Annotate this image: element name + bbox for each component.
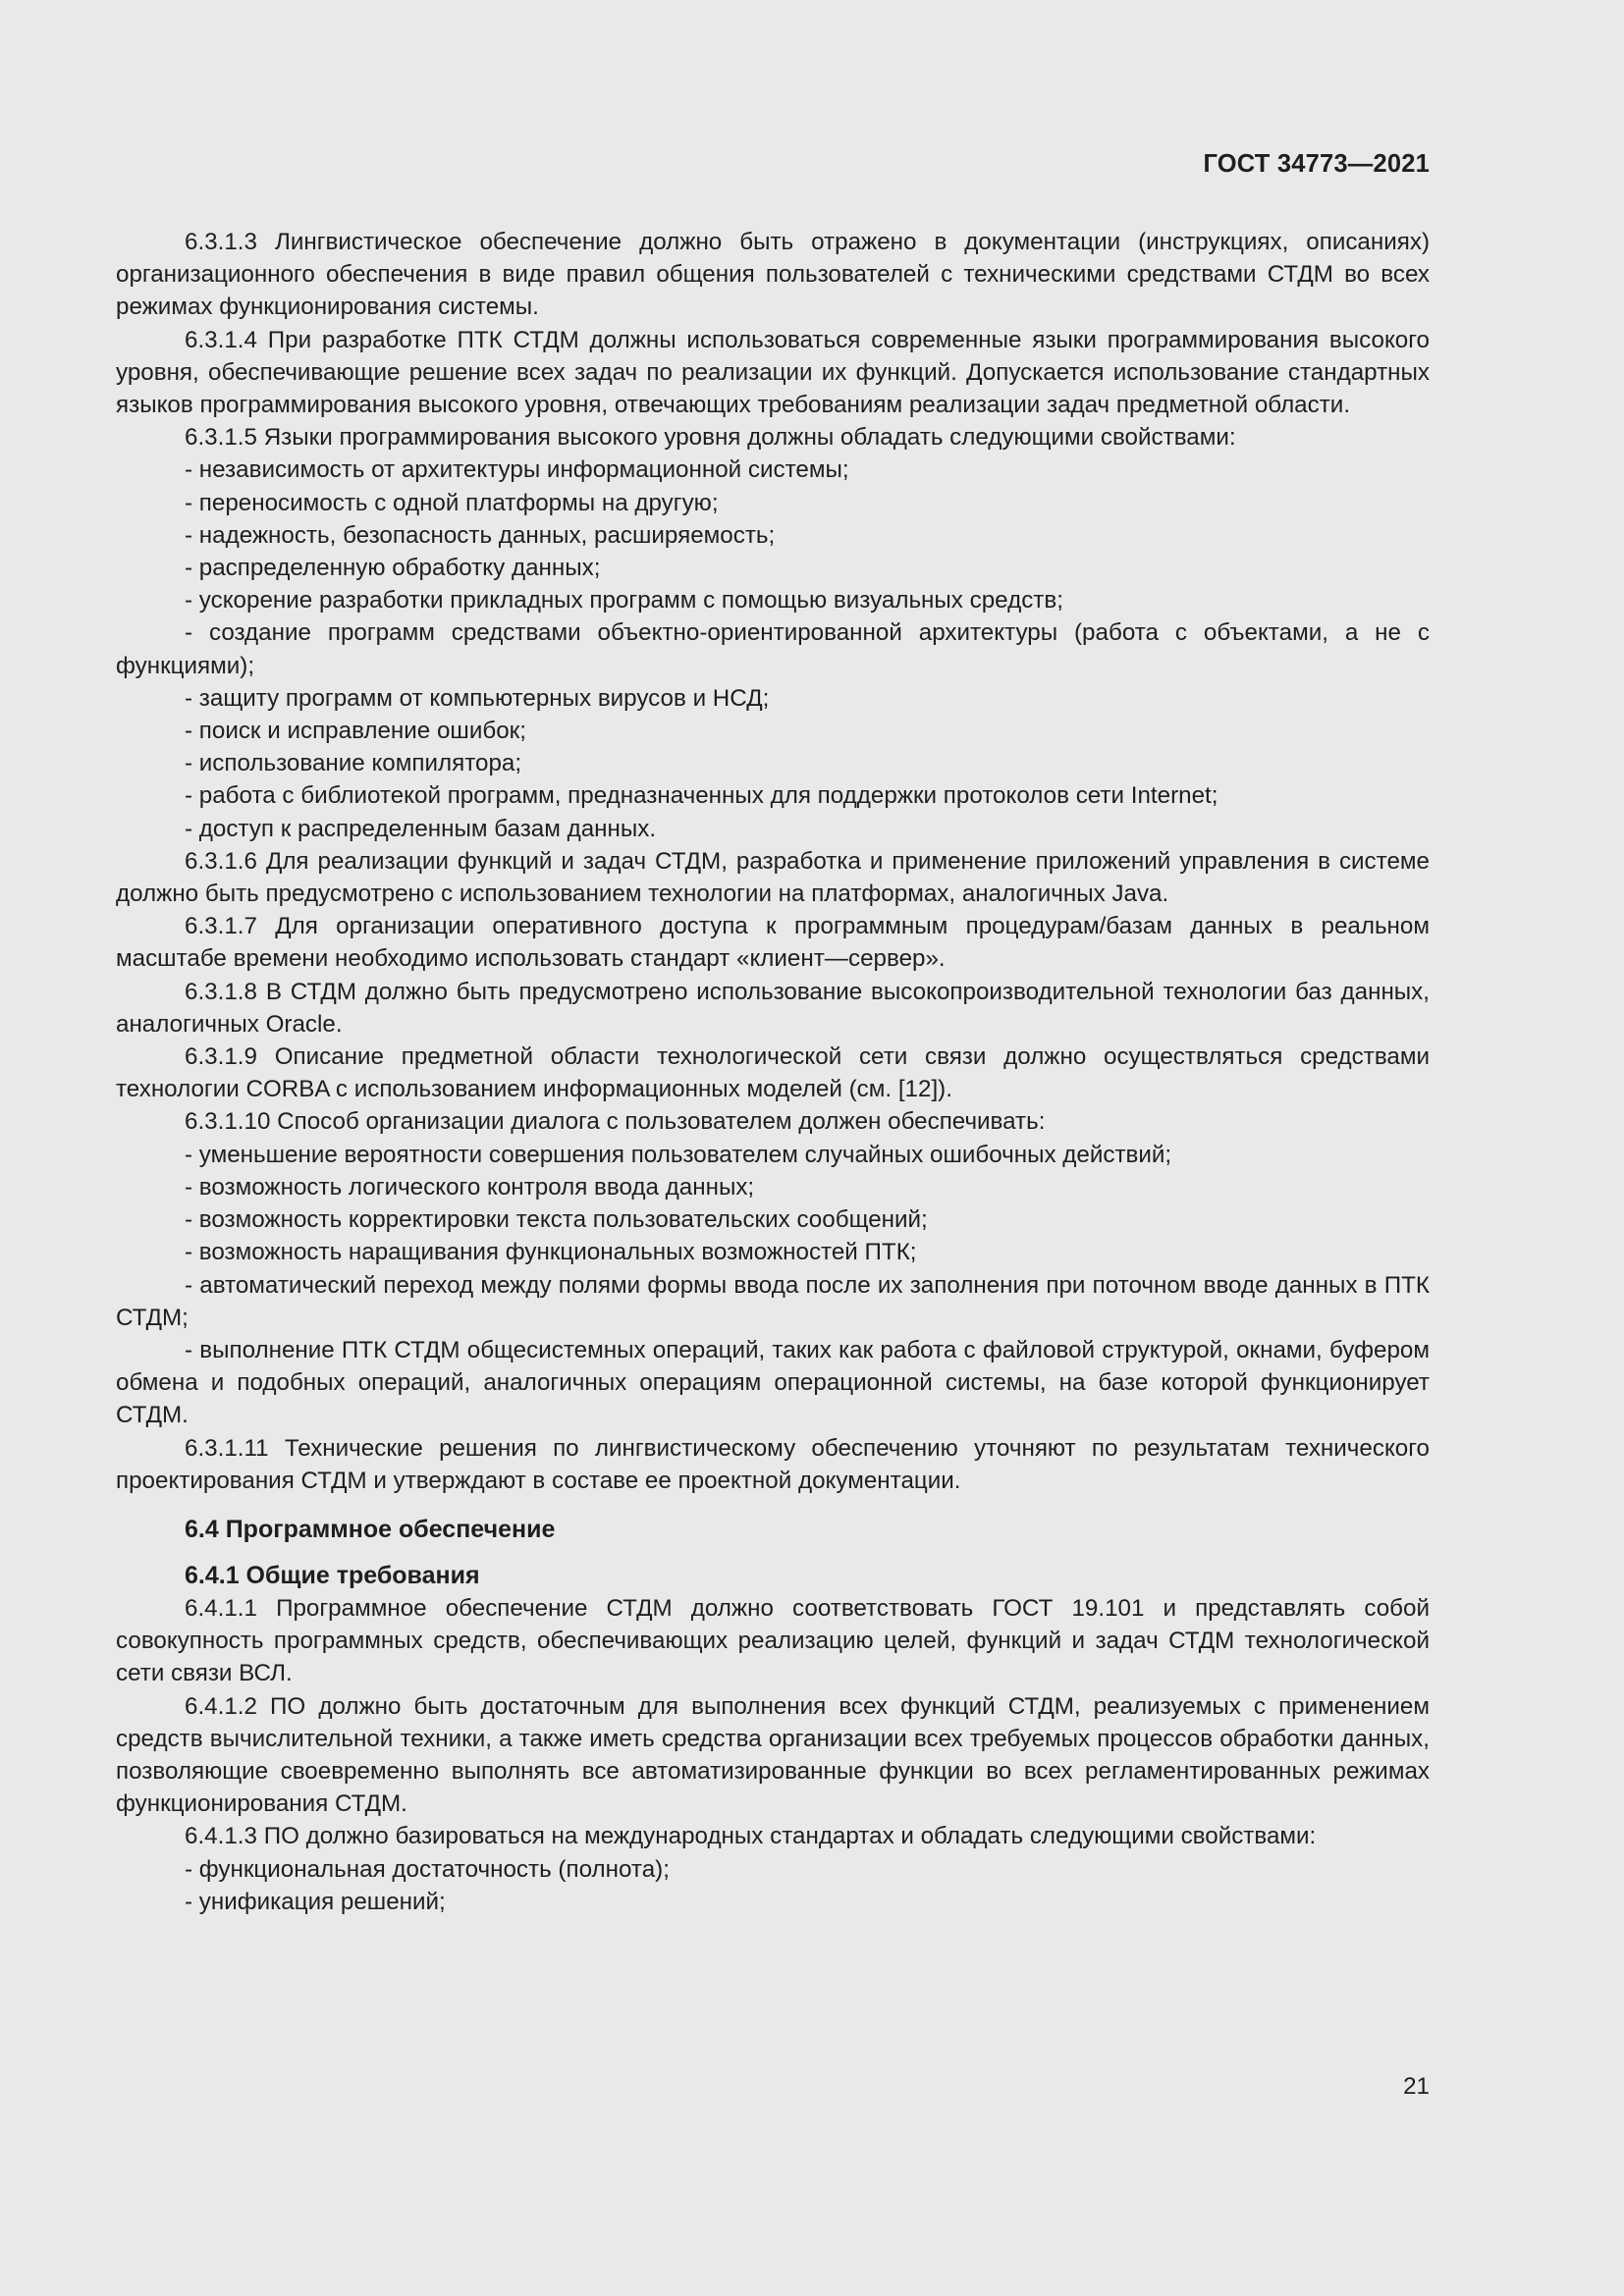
list-item: - функциональная достаточность (полнота); xyxy=(185,1855,670,1883)
list-item: - использование компилятора; xyxy=(185,750,522,777)
paragraph-6-3-1-6: 6.3.1.6 Для реализации функций и задач СТДМ, разработка и применение приложений управления в системе должно быть предусмотрено с использованием технологии на платформах, аналогичных Java. xyxy=(116,847,1430,908)
subsection-heading-6-4-1: 6.4.1 Общие требования xyxy=(185,1561,480,1589)
paragraph-6-3-1-10: 6.3.1.10 Способ организации диалога с пользователем должен обеспечивать: xyxy=(185,1108,1046,1136)
list-item: - работа с библиотекой программ, предназначенных для поддержки протоколов сети Internet; xyxy=(185,782,1218,810)
standard-header: ГОСТ 34773—2021 xyxy=(1203,150,1430,178)
list-item: - возможность наращивания функциональных возможностей ПТК; xyxy=(185,1239,917,1266)
list-item: - возможность корректировки текста пользовательских сообщений; xyxy=(185,1206,928,1234)
list-item: - возможность логического контроля ввода данных; xyxy=(185,1173,755,1201)
list-item: - унификация решений; xyxy=(185,1888,446,1915)
paragraph-6-3-1-5: 6.3.1.5 Языки программирования высокого уровня должны обладать следующими свойствами: xyxy=(185,424,1236,452)
list-item: - уменьшение вероятности совершения пользователем случайных ошибочных действий; xyxy=(185,1141,1172,1168)
list-item: - защиту программ от компьютерных вирусов и НСД; xyxy=(185,684,770,712)
list-item: - поиск и исправление ошибок; xyxy=(185,718,526,745)
document-page xyxy=(116,147,1430,2110)
list-item: - ускорение разработки прикладных программ с помощью визуальных средств; xyxy=(185,587,1063,614)
paragraph-6-3-1-9: 6.3.1.9 Описание предметной области технологической сети связи должно осуществляться средствами технологии CORBA с использованием информационных моделей (см. [12]). xyxy=(116,1043,1430,1103)
paragraph-6-4-1-3: 6.4.1.3 ПО должно базироваться на международных стандартах и обладать следующими свойствами: xyxy=(185,1823,1317,1850)
list-item: - распределенную обработку данных; xyxy=(185,555,601,582)
page-number: 21 xyxy=(1403,2073,1430,2100)
list-item: - независимость от архитектуры информационной системы; xyxy=(185,456,849,484)
section-heading-6-4: 6.4 Программное обеспечение xyxy=(185,1515,556,1543)
list-item: - выполнение ПТК СТДМ общесистемных операций, таких как работа с файловой структурой, окнами, буфером обмена и подобных операций, аналогичных операциям операционной системы, на базе которой функционирует СТДМ. xyxy=(116,1336,1430,1429)
paragraph-6-3-1-8: 6.3.1.8 В СТДМ должно быть предусмотрено использование высокопроизводительной технологии баз данных, аналогичных Oracle. xyxy=(116,978,1430,1038)
paragraph-6-3-1-11: 6.3.1.11 Технические решения по лингвистическому обеспечению уточняют по результатам технического проектирования СТДМ и утверждают в составе ее проектной документации. xyxy=(116,1434,1430,1494)
paragraph-6-4-1-2: 6.4.1.2 ПО должно быть достаточным для выполнения всех функций СТДМ, реализуемых с применением средств вычислительной техники, а также иметь средства организации всех требуемых процессов обработки данных, позволяющие своевременно выполнять все автоматизированные функции во всех регламентированных режимах функционирования СТДМ. xyxy=(116,1692,1430,1818)
paragraph-6-4-1-1: 6.4.1.1 Программное обеспечение СТДМ должно соответствовать ГОСТ 19.101 и представлять собой совокупность программных средств, обеспечивающих реализацию целей, функций и задач СТДМ технологической сети связи ВСЛ. xyxy=(116,1594,1430,1687)
list-item: - создание программ средствами объектно-ориентированной архитектуры (работа с объектами, а не с функциями); xyxy=(116,619,1430,679)
list-item: - надежность, безопасность данных, расширяемость; xyxy=(185,521,776,549)
list-item: - переносимость с одной платформы на другую; xyxy=(185,489,719,516)
list-item: - доступ к распределенным базам данных. xyxy=(185,815,657,842)
paragraph-6-3-1-4: 6.3.1.4 При разработке ПТК СТДМ должны использоваться современные языки программирования высокого уровня, обеспечивающие решение всех задач по реализации их функций. Допускается использование стандартных языков программирования высокого уровня, отвечающих требованиям реализации задач предметной области. xyxy=(116,326,1430,419)
list-item: - автоматический переход между полями формы ввода после их заполнения при поточном вводе данных в ПТК СТДМ; xyxy=(116,1271,1430,1331)
paragraph-6-3-1-7: 6.3.1.7 Для организации оперативного доступа к программным процедурам/базам данных в реальном масштабе времени необходимо использовать стандарт «клиент—сервер». xyxy=(116,913,1430,973)
paragraph-6-3-1-3: 6.3.1.3 Лингвистическое обеспечение должно быть отражено в документации (инструкциях, описаниях) организационного обеспечения в виде правил общения пользователей с техническими средствами СТДМ во всех режимах функционирования системы. xyxy=(116,229,1430,321)
document-body xyxy=(116,226,1430,1918)
